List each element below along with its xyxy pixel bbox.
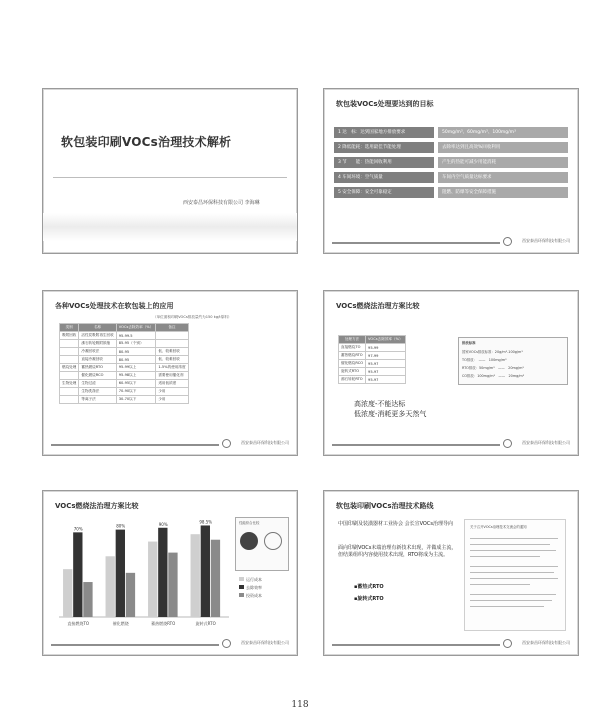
table-row (60, 340, 189, 348)
slide-title: 软包装VOCs处理要达到的目标 (336, 100, 434, 108)
cell: 60-95以下 (116, 380, 156, 388)
company-logo-icon (222, 639, 231, 648)
cell: 催化燃烧RCO (339, 360, 366, 368)
goal-row (334, 157, 568, 168)
bar (191, 534, 200, 617)
table-row (60, 372, 189, 380)
table-row (60, 396, 189, 404)
data-label: 70% (73, 526, 83, 532)
legend-label: 投资成本 (246, 593, 262, 598)
table-row (339, 360, 406, 368)
cell: 适用低浓度 (156, 380, 188, 388)
slide-footer (51, 639, 289, 649)
cell: 95-97 (366, 360, 406, 368)
table-row (60, 356, 189, 364)
cell (156, 340, 188, 348)
goal-detail: 车间内空气质量达标要求 (438, 172, 568, 183)
company-logo-icon (503, 639, 512, 648)
data-label: 98.5% (199, 519, 213, 525)
bar (168, 553, 177, 617)
text-line (470, 594, 556, 595)
cell: 低、较难回收 (156, 356, 188, 364)
cell: 少用 (156, 388, 188, 396)
text-line (470, 584, 530, 585)
panel-label: 性能综合比较 (239, 521, 260, 525)
combustion-table (338, 335, 406, 384)
table-row (60, 332, 189, 340)
company-logo-icon (222, 439, 231, 448)
text-line (470, 606, 544, 607)
goal-label: 3 节 能：热能回收利用 (334, 157, 434, 168)
comparison-panel (235, 517, 289, 571)
company-author: 西安泰昌环保科技有限公司 李海琳 (183, 200, 260, 206)
tech-table (59, 323, 189, 404)
bar (148, 542, 157, 617)
cell: 沸石转轮吸附浓缩 (79, 340, 116, 348)
table-row (60, 380, 189, 388)
cell (60, 340, 79, 348)
cell: 蓄热燃烧RTO (339, 352, 366, 360)
cell: 催化燃烧RCO (79, 372, 116, 380)
circle-icon (240, 532, 258, 550)
bar (126, 573, 135, 617)
x-tick-label: 旋转式RTO (195, 621, 216, 626)
cell: 吸附回收 (60, 332, 79, 340)
document-title: 关于召开VOCs治理技术交流会的通知 (470, 525, 527, 529)
footer-rule (332, 644, 500, 646)
text-line (470, 600, 552, 601)
slide-title: 各种VOCs处理技术在软包装上的应用 (55, 302, 174, 310)
cell (60, 348, 79, 356)
footer-rule (51, 644, 219, 646)
cell: 生物洗涤法 (79, 388, 116, 396)
goal-label: 2 降低能耗：选用最佳节能处理 (334, 142, 434, 153)
cell: 燃烧处理 (60, 364, 79, 372)
cell: 70-90以下 (116, 388, 156, 396)
page-number: 118 (291, 700, 309, 710)
footer-rule (51, 444, 219, 446)
data-label: 80% (116, 523, 126, 529)
cell: 97-99 (366, 352, 406, 360)
text-line (470, 544, 550, 545)
bar (211, 540, 220, 617)
legend-swatch (239, 577, 244, 581)
slide-footer (332, 439, 570, 449)
cell (156, 332, 188, 340)
legend-label: 运行成本 (246, 577, 262, 582)
text-line (470, 550, 556, 551)
bar (158, 528, 167, 617)
table-row (60, 388, 189, 396)
col-header: 类别 (60, 324, 79, 332)
table-row (339, 376, 406, 384)
goal-row (334, 187, 568, 198)
bar (106, 556, 115, 617)
cell: 直接燃烧TO (339, 344, 366, 352)
table-row (339, 368, 406, 376)
bar-chart (53, 513, 233, 631)
cell (60, 372, 79, 380)
cell: 95-99 (366, 344, 406, 352)
text-line (470, 538, 558, 539)
cell: 生物处理 (60, 380, 79, 388)
company-name: 西安泰昌环保科技有限公司 (522, 440, 570, 445)
decorative-band (43, 213, 297, 241)
route-paragraph: 中国印刷及装潢器材工业协会 会长宣VOCs治理导向 (338, 521, 453, 527)
standards-line: 国家VOCs排放标准：20g/m³-100g/m³ (462, 350, 523, 354)
table-note: （单位面积印刷VOCs排放量约为150 kg/t原料） (153, 315, 232, 319)
goal-label: 1 达 标：达到国家地方排放要求 (334, 127, 434, 138)
text-line (470, 556, 540, 557)
goal-label: 5 安全保障：安全可靠稳定 (334, 187, 434, 198)
goal-row (334, 127, 568, 138)
goal-row (334, 142, 568, 153)
cell: 需要使用催化剂 (156, 372, 188, 380)
text-line (470, 572, 554, 573)
goal-detail: 阻燃、防爆等安全保障措施 (438, 187, 568, 198)
route-paragraph: 面向印刷VOCs末端治理有新技术出现，并做成主流，但结果组织内容使用技术出现，RTO将成为主流。 (338, 545, 457, 558)
legend-swatch (239, 593, 244, 597)
goal-detail: 去除率达到且高效%回收利用 (438, 142, 568, 153)
cell: 少用 (156, 396, 188, 404)
cell (60, 396, 79, 404)
slide-title: 软包装印刷VOCs治理技术路线 (336, 502, 434, 510)
bar (73, 532, 82, 617)
company-name: 西安泰昌环保科技有限公司 (241, 640, 289, 645)
company-logo-icon (503, 439, 512, 448)
document-thumbnail (464, 519, 566, 631)
standards-box (458, 337, 568, 385)
cell: 沸石转轮RTO (339, 376, 366, 384)
slide-goals (323, 88, 579, 254)
legend-item (239, 585, 262, 591)
bar (63, 569, 72, 617)
cell: 蓄热燃烧RTO (79, 364, 116, 372)
data-label: 90% (158, 521, 168, 527)
cell: 95-99以上 (116, 364, 156, 372)
cell: 85-95（个别） (116, 340, 156, 348)
table-row (339, 352, 406, 360)
col-header: 名称 (79, 324, 116, 332)
slide-combustion-comparison (323, 290, 579, 456)
bar (201, 525, 210, 617)
cell (60, 388, 79, 396)
slide-title: VOCs燃烧法治理方案比较 (336, 302, 420, 310)
slide-footer (332, 237, 570, 247)
goal-label: 4 车间环境：空气质量 (334, 172, 434, 183)
slide-technologies (42, 290, 298, 456)
cell: 1-5%的使用浓度 (156, 364, 188, 372)
cell: 30-70以下 (116, 396, 156, 404)
cell: 冷凝回收法 (79, 348, 116, 356)
x-tick-label: 直接燃烧TO (67, 621, 90, 626)
col-header: 备注 (156, 324, 188, 332)
col-header: VOCs去除效率（%） (116, 324, 156, 332)
slide-title: VOCs燃烧法治理方案比较 (55, 502, 139, 510)
text-line (470, 578, 558, 579)
slide-footer (332, 639, 570, 649)
cell: 生物过滤 (79, 380, 116, 388)
slide-chart (42, 490, 298, 656)
legend-label: 去除效率 (246, 585, 262, 590)
standards-line: RTO排放：50mg/m³ —— 20mg/m³ (462, 366, 524, 370)
cell: 等离子法 (79, 396, 116, 404)
legend-item (239, 577, 262, 583)
cell: 95-98以上 (116, 372, 156, 380)
x-tick-label: 催化燃烧 (112, 621, 129, 626)
table-row (339, 344, 406, 352)
company-logo-icon (503, 237, 512, 246)
bar (116, 530, 125, 617)
goal-row (334, 172, 568, 183)
circle-icon (264, 532, 282, 550)
text-line (470, 566, 558, 567)
company-name: 西安泰昌环保科技有限公司 (241, 440, 289, 445)
footer-rule (332, 242, 500, 244)
cell: 95-99.5 (116, 332, 156, 340)
slide-footer (51, 439, 289, 449)
standards-title: 排放标准 (462, 341, 476, 345)
handwritten-note: 低浓度-消耗更多天然气 (354, 410, 427, 418)
cell: 直接冷凝回收 (79, 356, 116, 364)
table-row (60, 348, 189, 356)
cell: 95-97 (366, 368, 406, 376)
main-title: 软包装印刷VOCs治理技术解析 (61, 135, 232, 149)
goal-detail: 50mg/m³、60mg/m³、100mg/m³ (438, 127, 568, 138)
goal-detail: 产生的热能可减少用能消耗 (438, 157, 568, 168)
standards-line: CO排放：100mg/m³ —— 20mg/m³ (462, 374, 525, 378)
x-tick-label: 蓄热燃烧RTO (151, 621, 176, 626)
divider (53, 177, 287, 178)
table-row (60, 364, 189, 372)
cell: 活性炭吸附再生回收 (79, 332, 116, 340)
standards-line: TO排放： —— 100mg/m³ (462, 358, 507, 362)
handwritten-note: 高浓度-不能达标 (354, 400, 406, 408)
legend-item (239, 593, 262, 599)
col-header: 处理方法 (339, 336, 366, 344)
slide-technology-route (323, 490, 579, 656)
company-name: 西安泰昌环保科技有限公司 (522, 640, 570, 645)
cell: 80-95 (116, 348, 156, 356)
cell: 95-97 (366, 376, 406, 384)
route-bullet: ▪旋转式RTO (354, 596, 384, 602)
col-header: VOCs去除效率（%） (366, 336, 406, 344)
cell: 低、较难回收 (156, 348, 188, 356)
cell: 旋转式RTO (339, 368, 366, 376)
cell (60, 356, 79, 364)
legend-swatch (239, 585, 244, 589)
route-bullet: ▪蓄热式RTO (354, 584, 384, 590)
cell: 80-95 (116, 356, 156, 364)
company-name: 西安泰昌环保科技有限公司 (522, 238, 570, 243)
slide-title (42, 88, 298, 254)
bar (83, 582, 92, 617)
footer-rule (332, 444, 500, 446)
